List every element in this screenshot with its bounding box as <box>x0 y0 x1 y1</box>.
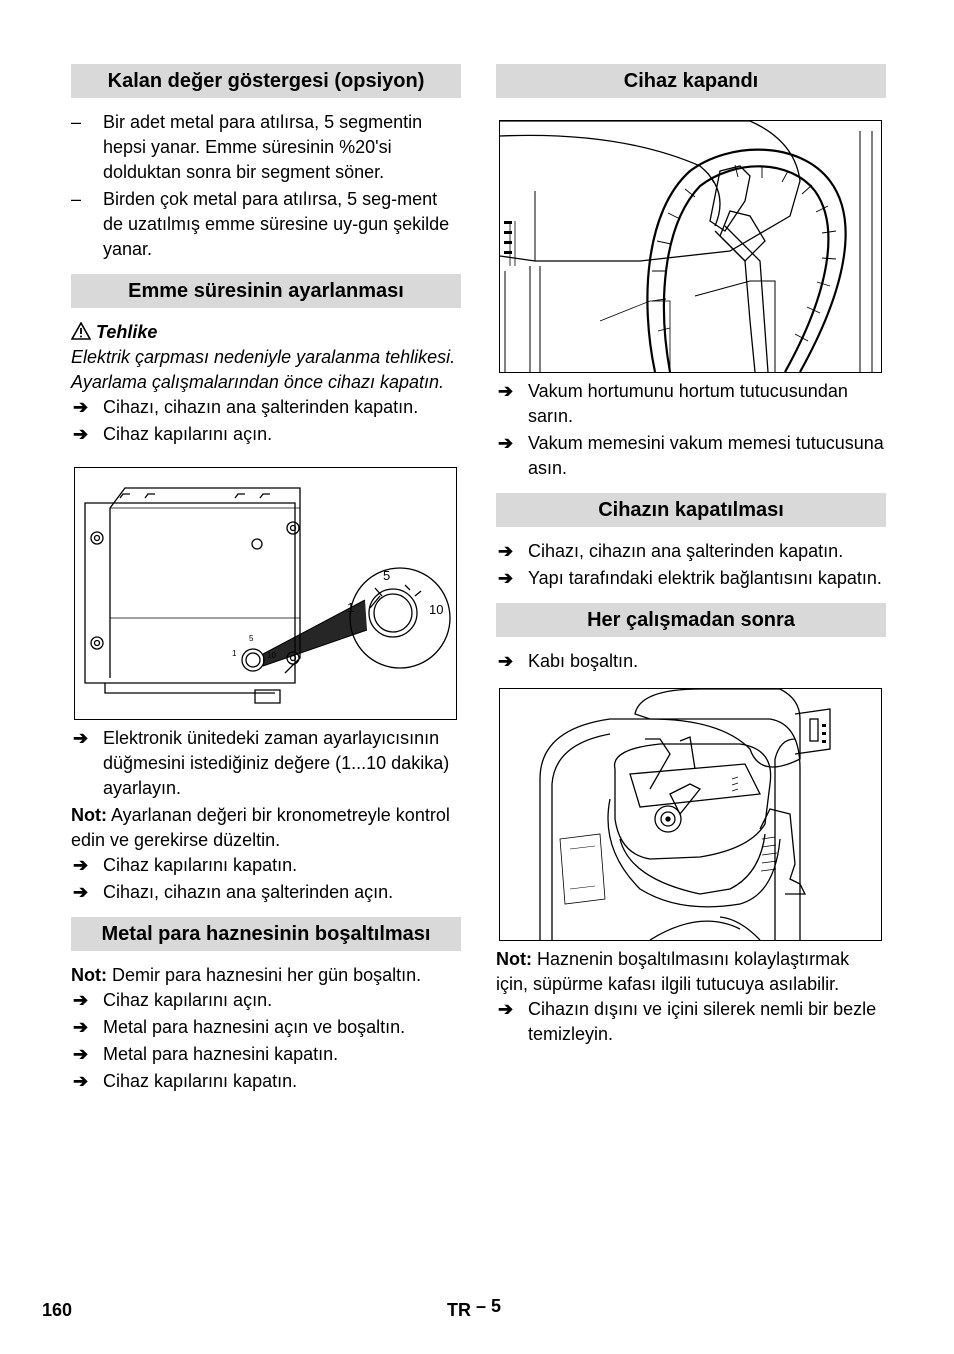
arrow-right-icon: ➔ <box>498 568 514 588</box>
arrow-right-icon: ➔ <box>498 651 514 671</box>
step-item: ➔ Kabı boşaltın. <box>496 649 886 674</box>
step-item: ➔ Metal para haznesini açın ve boşaltın. <box>71 1015 461 1040</box>
section-title-suction-time: Emme süresinin ayarlanması <box>71 274 461 308</box>
dial-label-10: 10 <box>429 602 444 617</box>
step-item: ➔ Cihaz kapılarını açın. <box>71 422 461 447</box>
timer-figure <box>74 467 457 720</box>
step-item: ➔ Cihaz kapılarını kapatın. <box>71 1069 461 1094</box>
step-item: ➔ Cihaz kapılarını açın. <box>71 988 461 1013</box>
arrow-right-icon: ➔ <box>73 424 89 444</box>
list-item: – Birden çok metal para atılırsa, 5 seg-ment de uzatılmış emme süresine uy-gun şekilde yanar. <box>71 189 450 259</box>
dial-label-1: 1 <box>347 600 355 615</box>
arrow-right-icon: ➔ <box>73 1017 89 1037</box>
dial-small-label-5: 5 <box>249 634 254 643</box>
list-item: – Bir adet metal para atılırsa, 5 segmentin hepsi yanar. Emme süresinin %20'si dolduktan sonra bir segment söner. <box>71 112 423 182</box>
arrow-right-icon: ➔ <box>73 882 89 902</box>
step-item: ➔ Elektronik ünitedeki zaman ayarlayıcısının düğmesini istediğiniz değere (1...10 dakika) ayarlayın. <box>73 728 450 798</box>
container-figure <box>499 688 882 941</box>
arrow-right-icon: ➔ <box>73 855 89 875</box>
section-title-device-off: Cihaz kapandı <box>496 64 886 98</box>
section-title-after-work: Her çalışmadan sonra <box>496 603 886 637</box>
arrow-right-icon: ➔ <box>498 381 514 401</box>
arrow-right-icon: ➔ <box>498 541 514 561</box>
note: Not: Haznenin boşaltılmasını kolaylaştırmak için, süpürme kafası ilgili tutucuya asılabilir. <box>496 949 850 994</box>
dial-small-label-1: 1 <box>232 649 237 658</box>
footer-subpage: – 5 <box>476 1296 502 1316</box>
arrow-right-icon: ➔ <box>73 1071 89 1091</box>
section-title-remaining-value: Kalan değer göstergesi (opsiyon) <box>71 64 461 98</box>
note: Not: Demir para haznesini her gün boşaltın. <box>71 965 422 985</box>
hose-figure <box>499 120 882 373</box>
dial-label-5: 5 <box>383 568 391 583</box>
warning-triangle-icon <box>71 322 91 340</box>
step-item: ➔ Cihaz kapılarını kapatın. <box>71 853 461 878</box>
warning-text: Elektrik çarpması nedeniyle yaralanma tehlikesi. Ayarlama çalışmalarından önce cihazı kapatın. <box>71 347 456 392</box>
arrow-right-icon: ➔ <box>498 433 514 453</box>
left-column <box>71 64 461 1096</box>
section-title-coin-box: Metal para haznesinin boşaltılması <box>71 917 461 951</box>
step-item: ➔ Yapı tarafındaki elektrik bağlantısını kapatın. <box>496 566 886 591</box>
step-item: ➔ Cihazın dışını ve içini silerek nemli bir bezle temizleyin. <box>498 999 877 1044</box>
arrow-right-icon: ➔ <box>73 728 89 748</box>
note: Not: Ayarlanan değeri bir kronometreyle kontrol edin ve gerekirse düzeltin. <box>71 805 450 850</box>
arrow-right-icon: ➔ <box>73 1044 89 1064</box>
step-item: ➔ Vakum hortumunu hortum tutucusundan sarın. <box>498 381 848 426</box>
dash-icon: – <box>71 112 82 132</box>
warning-heading: Tehlike <box>71 320 461 345</box>
arrow-right-icon: ➔ <box>73 397 89 417</box>
step-item: ➔ Vakum memesini vakum memesi tutucusuna asın. <box>498 433 884 478</box>
right-column <box>496 64 886 1049</box>
step-item: ➔ Cihazı, cihazın ana şalterinden kapatın. <box>496 539 886 564</box>
step-item: ➔ Metal para haznesini kapatın. <box>71 1042 461 1067</box>
arrow-right-icon: ➔ <box>73 990 89 1010</box>
footer-language: TR – 5 <box>447 1296 502 1320</box>
section-title-device-shutdown: Cihazın kapatılması <box>496 493 886 527</box>
page-number: 160 <box>42 1300 73 1320</box>
step-item: ➔ Cihazı, cihazın ana şalterinden kapatın. <box>71 395 461 420</box>
arrow-right-icon: ➔ <box>498 999 514 1019</box>
dash-icon: – <box>71 189 82 209</box>
dial-small-label-10: 10 <box>267 651 276 660</box>
step-item: ➔ Cihazı, cihazın ana şalterinden açın. <box>71 880 461 905</box>
